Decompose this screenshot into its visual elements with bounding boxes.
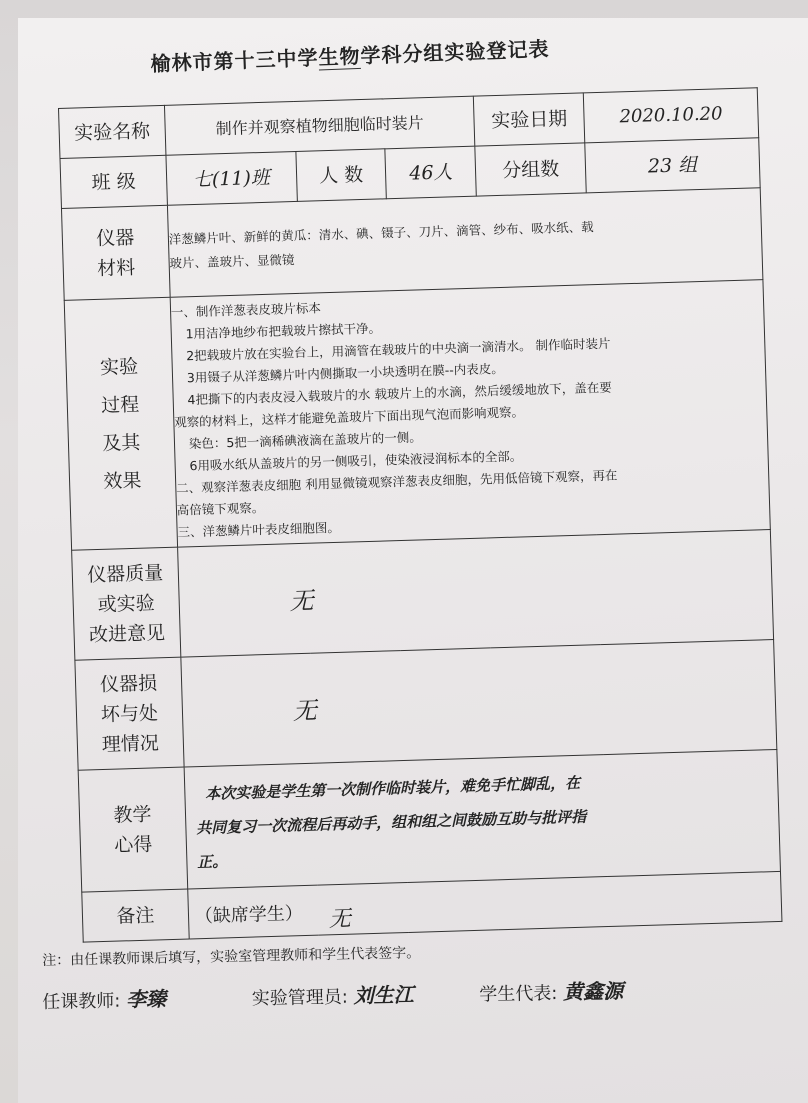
materials-line-1: 洋葱鳞片叶、新鲜的黄瓜：清水、碘、镊子、刀片、滴管、纱布、吸水纸、载 bbox=[168, 218, 594, 247]
student-label: 学生代表: bbox=[479, 983, 558, 1006]
quality-label-line-3: 改进意见 bbox=[88, 621, 166, 646]
materials-label-line-1: 仪器 bbox=[95, 226, 135, 250]
teaching-line: 共同复习一次流程后再动手，组和组之间鼓励互助与批评指 bbox=[195, 807, 587, 837]
form-table bbox=[58, 87, 782, 942]
quality-label-line-2: 或实验 bbox=[97, 591, 155, 616]
process-line: 1用洁净地纱布把载玻片擦拭干净。 bbox=[185, 320, 382, 341]
admin-signature: 刘生江 bbox=[353, 982, 414, 1008]
exp-name-label: 实验名称 bbox=[59, 105, 166, 158]
class-label: 班 级 bbox=[60, 155, 167, 208]
class-value: 七(11)班 bbox=[166, 151, 297, 205]
teaching-label-line-1: 教学 bbox=[113, 803, 152, 827]
process-line: 二、观察洋葱表皮细胞 利用显微镜观察洋葱表皮细胞，先用低倍镜下观察，再在 bbox=[175, 467, 618, 496]
remark-prefix: （缺席学生） bbox=[194, 903, 304, 928]
title-school: 榆林市第十三中学 bbox=[150, 45, 319, 76]
groups-value: 23 组 bbox=[585, 138, 760, 193]
process-line: 6用吸水纸从盖玻片的另一侧吸引，使染液浸润标本的全部。 bbox=[189, 447, 523, 473]
teaching-label bbox=[78, 767, 187, 892]
teacher-signature: 李臻 bbox=[125, 986, 167, 1012]
process-line: 染色：5把一滴稀碘液滴在盖玻片的一侧。 bbox=[188, 428, 422, 451]
quality-value: 无 bbox=[177, 530, 773, 658]
title-subject: 生物 bbox=[318, 43, 361, 70]
remark-label: 备注 bbox=[82, 889, 189, 942]
materials-label-line-2: 材料 bbox=[96, 256, 136, 280]
footer-note: 注：由任课教师课后填写，实验室管理教师和学生代表签字。 bbox=[42, 945, 421, 969]
materials-line-2: 玻片、盖玻片、显微镜 bbox=[169, 251, 295, 271]
title-rest: 学科分组实验登记表 bbox=[359, 36, 550, 68]
process-line: 一、制作洋葱表皮玻片标本 bbox=[170, 299, 322, 320]
damage-label-line-1: 仪器损 bbox=[99, 671, 158, 696]
damage-label-line-3: 理情况 bbox=[101, 731, 160, 756]
registration-form bbox=[58, 87, 782, 942]
damage-value: 无 bbox=[181, 640, 777, 768]
process-label-line-2: 过程 bbox=[100, 393, 140, 417]
process-label-line-3: 及其 bbox=[102, 431, 141, 455]
materials-label bbox=[61, 205, 169, 300]
groups-label: 分组数 bbox=[475, 143, 586, 196]
process-content bbox=[170, 280, 770, 547]
exp-date-label: 实验日期 bbox=[474, 93, 585, 146]
teaching-content bbox=[184, 749, 781, 889]
teacher-label: 任课教师: bbox=[42, 990, 121, 1013]
quality-label-line-1: 仪器质量 bbox=[86, 561, 164, 586]
exp-name-value: 制作并观察植物细胞临时装片 bbox=[164, 96, 475, 155]
process-line: 高倍镜下观察。 bbox=[176, 499, 265, 518]
process-line: 3用镊子从洋葱鳞片叶内侧撕取一小块透明在膜--内表皮。 bbox=[186, 360, 504, 385]
teaching-line: 正。 bbox=[196, 851, 228, 871]
people-value: 46人 bbox=[385, 146, 476, 199]
people-label: 人 数 bbox=[296, 149, 387, 202]
process-line: 4把撕下的内表皮浸入载玻片的水 载玻片上的水滴，然后缓缓地放下，盖在要 bbox=[187, 379, 612, 407]
remark-value: 无 bbox=[328, 906, 352, 933]
quality-label bbox=[72, 547, 181, 660]
process-label bbox=[64, 297, 177, 550]
process-label-line-1: 实验 bbox=[99, 355, 139, 379]
process-label-line-4: 效果 bbox=[103, 469, 142, 493]
process-line: 2把载玻片放在实验台上，用滴管在载玻片的中央滴一滴清水。 制作临时装片 bbox=[185, 335, 611, 363]
teaching-line: 本次实验是学生第一次制作临时装片，难免手忙脚乱，在 bbox=[204, 773, 581, 803]
materials-content bbox=[167, 188, 763, 298]
process-line: 观察的材料上，这样才能避免盖玻片下面出现气泡而影响观察。 bbox=[173, 403, 525, 430]
admin-label: 实验管理员: bbox=[251, 986, 349, 1010]
teaching-label-line-2: 心得 bbox=[113, 833, 153, 857]
process-line: 三、洋葱鳞片叶表皮细胞图。 bbox=[177, 519, 341, 540]
student-signature: 黄鑫源 bbox=[562, 978, 624, 1004]
damage-label-line-2: 坏与处 bbox=[100, 701, 159, 726]
damage-label bbox=[75, 657, 184, 770]
exp-date-value: 2020.10.20 bbox=[583, 88, 758, 143]
